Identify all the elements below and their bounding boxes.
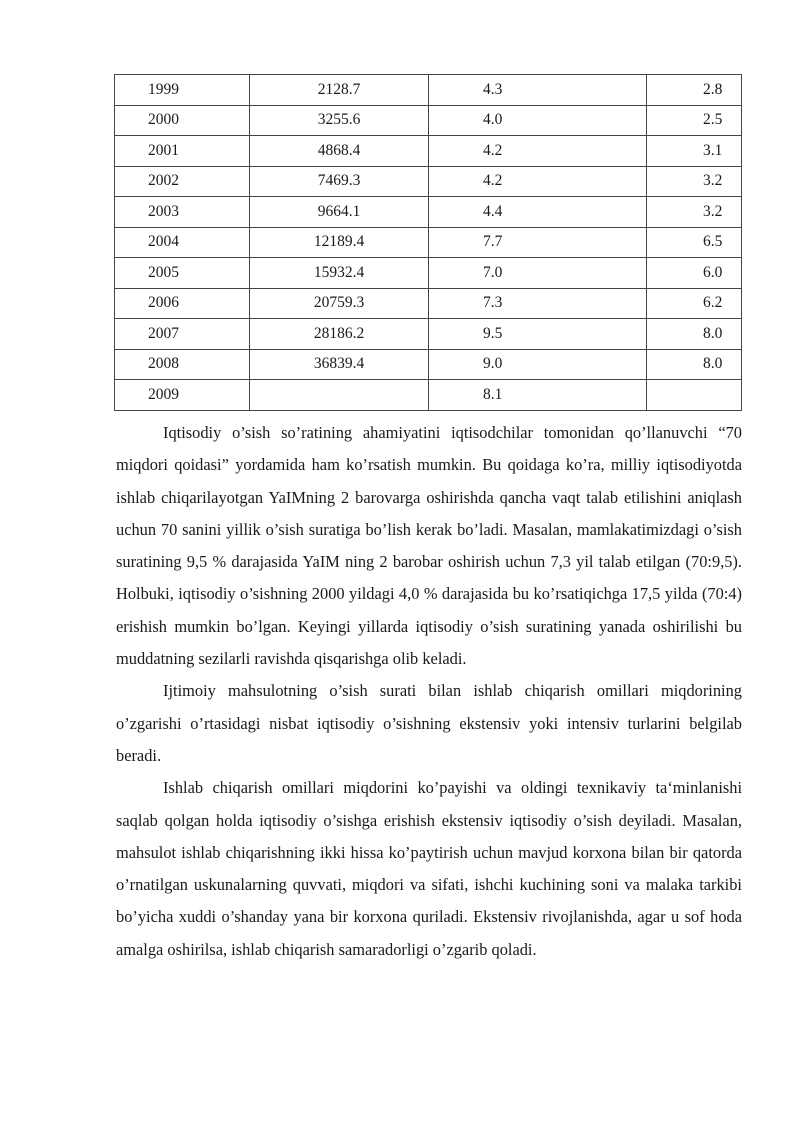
- table-cell: 2008: [115, 349, 250, 380]
- table-cell: 4868.4: [250, 136, 429, 167]
- table-cell: 2002: [115, 166, 250, 197]
- table-cell: 2.8: [647, 75, 742, 106]
- table-body: [115, 75, 742, 411]
- table-cell: 9664.1: [250, 197, 429, 228]
- table-cell: 3.1: [647, 136, 742, 167]
- table-cell: 2009: [115, 380, 250, 411]
- table-cell: 8.1: [429, 380, 647, 411]
- table-cell: 8.0: [647, 319, 742, 350]
- paragraph: Iqtisodiy o’sish so’ratining ahamiyatini iqtisodchilar tomonidan qo’llanuvchi “70 miqdori qoidasi” yordamida ham ko’rsatish mumkin. Bu qoidaga ko’ra, milliy iqtisodiyotda ishlab chiqarilayotgan YaIMning 2 barovarga oshirishda qancha vaqt talab etilishini aniqlash uchun 70 sanini yillik o’sish suratiga bo’lish kerak bo’ladi. Masalan, mamlakatimizdagi o’sish suratining 9,5 % darajasida YaIM ning 2 barobar oshirish uchun 7,3 yil talab etilgan (70:9,5). Holbuki, iqtisodiy o’sishning 2000 yildagi 4,0 % darajasida bu ko’rsatiqichga 17,5 yilda (70:4) erishish mumkin bo’lgan. Keyingi yillarda iqtisodiy o’sish suratining yanada oshirilishi bu muddatning sezilarli ravishda qisqarishga olib keladi.: [116, 423, 742, 669]
- table-cell: 2001: [115, 136, 250, 167]
- table-cell: [647, 380, 742, 411]
- table-row: [115, 136, 742, 167]
- table-cell: 2128.7: [250, 75, 429, 106]
- table-cell: 1999: [115, 75, 250, 106]
- table-cell: [250, 380, 429, 411]
- table-row: [115, 227, 742, 258]
- table-cell: 28186.2: [250, 319, 429, 350]
- table-row: [115, 258, 742, 289]
- table-row: [115, 319, 742, 350]
- table-row: [115, 105, 742, 136]
- table-cell: 2007: [115, 319, 250, 350]
- table-cell: 4.3: [429, 75, 647, 106]
- table-cell: 4.4: [429, 197, 647, 228]
- table-row: [115, 75, 742, 106]
- table-cell: 20759.3: [250, 288, 429, 319]
- table-cell: 2004: [115, 227, 250, 258]
- table-cell: 6.2: [647, 288, 742, 319]
- table-cell: 2006: [115, 288, 250, 319]
- table-cell: 8.0: [647, 349, 742, 380]
- table-cell: 4.2: [429, 166, 647, 197]
- table-cell: 4.2: [429, 136, 647, 167]
- table-cell: 6.5: [647, 227, 742, 258]
- table-cell: 36839.4: [250, 349, 429, 380]
- table-row: [115, 349, 742, 380]
- table-row: [115, 380, 742, 411]
- gdp-growth-table: [114, 74, 742, 411]
- table-cell: 9.0: [429, 349, 647, 380]
- table-cell: 3.2: [647, 197, 742, 228]
- paragraph: Ishlab chiqarish omillari miqdorini ko’payishi va oldingi texnikaviy ta‘minlanishi saqlab qolgan holda iqtisodiy o’sishga erishish ekstensiv iqtisodiy o’sish deyiladi. Masalan, mahsulot ishlab chiqarishning ikki hissa ko’paytirish uchun mavjud korxona bilan bir qatorda o’rnatilgan uskunalarning quvvati, miqdori va sifati, ishchi kuchining soni va malaka tarkibi bo’yicha xuddi o’shanday yana bir korxona quriladi. Ekstensiv rivojlanishda, agar u sof hoda amalga oshirilsa, ishlab chiqarish samaradorligi o’zgarib qoladi.: [116, 778, 742, 959]
- body-text: [116, 417, 742, 966]
- table-cell: 12189.4: [250, 227, 429, 258]
- table-cell: 2003: [115, 197, 250, 228]
- paragraph: Ijtimoiy mahsulotning o’sish surati bilan ishlab chiqarish omillari miqdorining o’zgarishi o’rtasidagi nisbat iqtisodiy o’sishning ekstensiv yoki intensiv turlarini belgilab beradi.: [116, 681, 742, 765]
- table-row: [115, 166, 742, 197]
- table-cell: 9.5: [429, 319, 647, 350]
- table-cell: 3.2: [647, 166, 742, 197]
- table-cell: 3255.6: [250, 105, 429, 136]
- table-cell: 15932.4: [250, 258, 429, 289]
- table-row: [115, 288, 742, 319]
- table-cell: 7.3: [429, 288, 647, 319]
- table-cell: 6.0: [647, 258, 742, 289]
- table-cell: 7.7: [429, 227, 647, 258]
- table-row: [115, 197, 742, 228]
- table-cell: 2.5: [647, 105, 742, 136]
- table-cell: 4.0: [429, 105, 647, 136]
- table-cell: 7.0: [429, 258, 647, 289]
- table-cell: 2005: [115, 258, 250, 289]
- table-cell: 7469.3: [250, 166, 429, 197]
- table-cell: 2000: [115, 105, 250, 136]
